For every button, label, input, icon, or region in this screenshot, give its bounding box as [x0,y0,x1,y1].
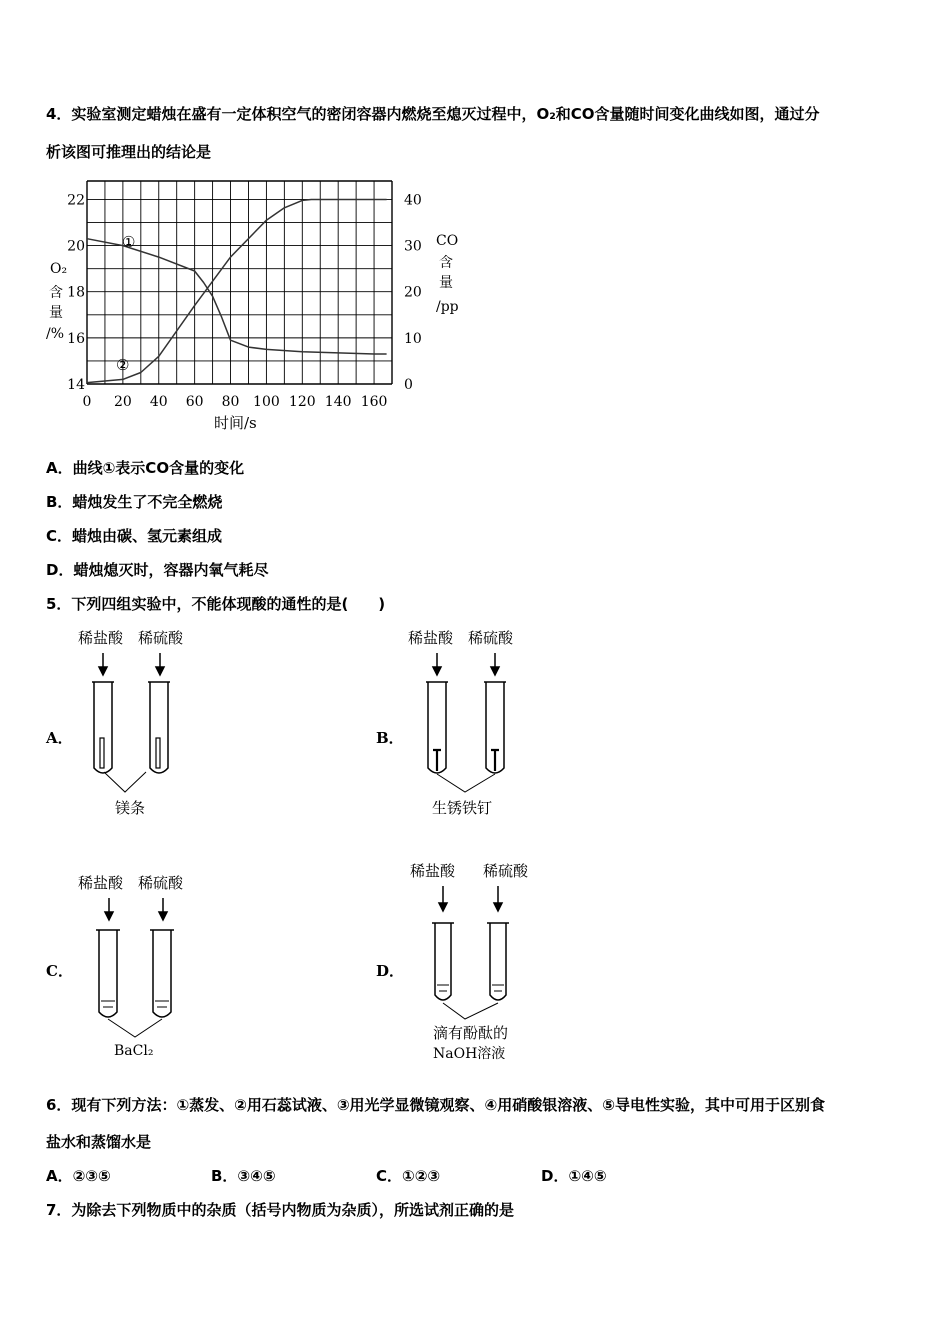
chart-series [87,200,387,383]
q4-option-d[interactable]: D．蜡烛熄灭时，容器内氧气耗尽 [46,561,269,579]
x-tick-label: 60 [185,394,204,410]
q6-option-c[interactable]: C．①②③ [376,1167,441,1185]
acid-label-h2so4: 稀硫酸 [138,629,184,647]
curve-label-2: ② [116,356,130,374]
x-tick-label: 20 [113,394,132,410]
q6-option-b[interactable]: B．③④⑤ [211,1167,276,1185]
left-axis-label-line: O₂ [50,261,68,277]
left-tick-label: 22 [67,192,85,209]
left-axis-label-line: 量 [49,305,63,321]
q4-option-c[interactable]: C．蜡烛由碳、氢元素组成 [46,527,223,545]
q6-stem-line1: 6．现有下列方法：①蒸发、②用石蕊试液、③用光学显微镜观察、④用硝酸银溶液、⑤导电性实验，其中可用于区别食 [46,1096,825,1114]
acid-label-hcl: 稀盐酸 [410,862,456,880]
x-tick-label: 100 [253,394,280,410]
chart-ticks [67,192,422,410]
right-tick-label: 20 [404,284,422,301]
q5-option-b-label[interactable]: B． [376,729,404,747]
q5-stem: 5．下列四组实验中，不能体现酸的通性的是( ) [46,595,386,613]
q4-option-a[interactable]: A．曲线①表示CO含量的变化 [46,459,245,477]
q5-d-reagent-line1: 滴有酚酞的 [433,1024,509,1042]
q6-option-a[interactable]: A．②③⑤ [46,1167,111,1185]
left-tick-label: 14 [67,377,85,393]
acid-label-h2so4: 稀硫酸 [138,874,184,892]
q5-a-tubes-figure [80,650,200,800]
acid-label-hcl: 稀盐酸 [78,629,124,647]
left-axis-label [46,261,67,342]
series-line-1 [87,239,387,354]
q5-a-reagent: 镁条 [115,799,146,817]
right-tick-label: 30 [404,238,422,255]
left-axis-label-line: /% [46,326,65,342]
q6-stem-line2: 盐水和蒸馏水是 [46,1133,152,1151]
q5-b-reagent: 生锈铁钉 [432,799,493,817]
left-tick-label: 18 [67,284,85,301]
right-axis-label-line: 量 [439,275,453,291]
right-axis-label-line: 含 [439,255,453,271]
acid-label-h2so4: 稀硫酸 [468,629,514,647]
acid-label-hcl: 稀盐酸 [78,874,124,892]
x-axis-label: 时间/s [214,414,257,432]
q5-c-tubes-figure [80,895,200,1045]
series-line-2 [87,200,387,383]
right-axis-label-line: CO [436,233,459,249]
left-tick-label: 20 [67,238,85,255]
left-tick-label: 16 [67,330,85,347]
curve-label-1: ① [122,233,136,251]
x-tick-label: 0 [82,394,92,410]
q6-option-d[interactable]: D．①④⑤ [541,1167,607,1185]
q5-option-c-label[interactable]: C． [46,962,73,980]
right-tick-label: 0 [404,377,413,393]
x-tick-label: 160 [360,394,388,410]
q5-c-reagent: BaCl₂ [114,1043,154,1059]
right-axis-label [436,233,459,315]
right-axis-label-line: /pp [436,299,459,315]
q5-d-reagent-line2: NaOH溶液 [433,1046,506,1062]
q4-stem-line1: 4．实验室测定蜡烛在盛有一定体积空气的密闭容器内燃烧至熄灭过程中，O₂和CO含量随时间变化曲线如图，通过分 [46,105,820,123]
acid-label-hcl: 稀盐酸 [408,629,454,647]
q4-stem-line2: 析该图可推理出的结论是 [46,143,212,161]
x-tick-label: 120 [288,394,316,410]
x-tick-label: 40 [149,394,168,410]
q4-chart [40,175,480,440]
right-tick-label: 40 [404,192,422,209]
acid-label-h2so4: 稀硫酸 [483,862,529,880]
x-tick-label: 140 [324,394,352,410]
q5-option-d-label[interactable]: D． [376,962,405,980]
left-axis-label-line: 含 [49,285,63,301]
q7-stem: 7．为除去下列物质中的杂质（括号内物质为杂质），所选试剂正确的是 [46,1201,514,1219]
q5-b-tubes-figure [410,650,530,800]
q4-option-b[interactable]: B．蜡烛发生了不完全燃烧 [46,493,223,511]
right-tick-label: 10 [404,330,422,347]
x-tick-label: 80 [221,394,240,410]
q5-d-tubes-figure [410,883,530,1023]
q5-option-a-label[interactable]: A． [46,729,73,747]
